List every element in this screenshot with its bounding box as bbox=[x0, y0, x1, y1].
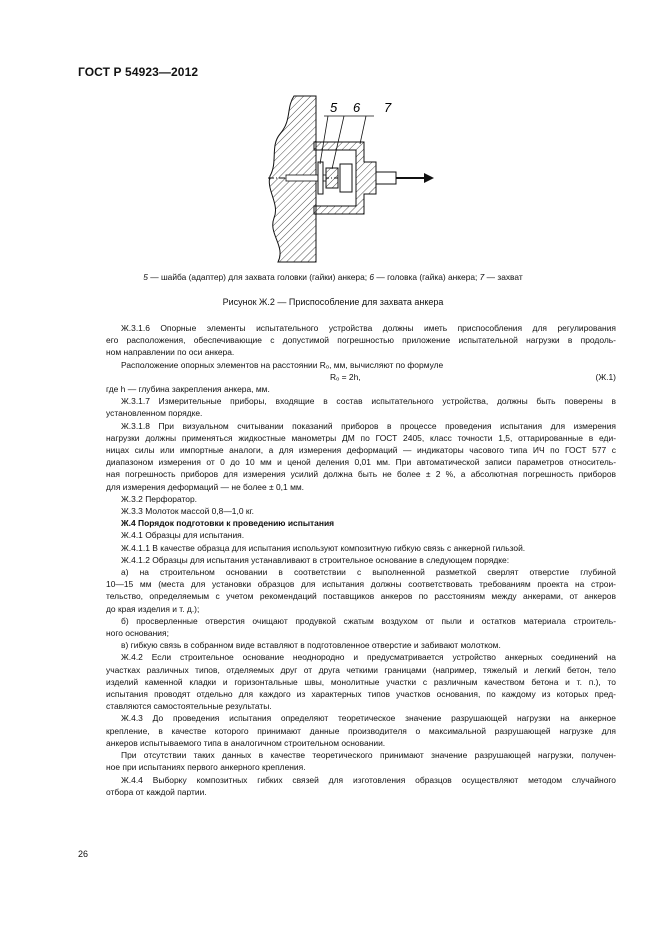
text-line: Ж.3.1.7 Измерительные приборы, входящие в состав испытательного устройства, должны быть поверены в bbox=[121, 396, 616, 407]
text-line: Ж.3.1.6 Опорные элементы испытательного устройства должны иметь приспособления для регулирования bbox=[121, 323, 616, 333]
text-line: Ж.4.3 До проведения испытания определяют теоретическое значение разрушающей нагрузки на анкерное bbox=[121, 713, 616, 724]
text-line: ного основания; bbox=[106, 628, 169, 639]
text-line: Ж.4.4 Выборку композитных гибких связей для изготовления образцов осуществляют методом случайного bbox=[121, 774, 616, 785]
anchor-grip-figure bbox=[256, 94, 446, 264]
callout-5: 5 bbox=[330, 100, 338, 115]
legend-text-5: — шайба (адаптер) для захвата головки (гайки) анкера; bbox=[147, 272, 370, 282]
text-line: нагрузки должны применяться жидкостные манометры ДМ по ГОСТ 2405, класс точности 1,5, оттарированные в еди- bbox=[106, 432, 616, 443]
formula-number: (Ж.1) bbox=[595, 371, 616, 382]
text-line: установленном порядке. bbox=[106, 408, 203, 419]
text-line: анкеров испытываемого типа в аналогичном строительном основании. bbox=[106, 737, 386, 748]
formula-zh1 bbox=[106, 371, 616, 383]
text-line: участках различных типов, отделяемых друг от друга четкими границами (например, тяжелый и легкий бетон, тело bbox=[106, 664, 616, 675]
paragraph-zh3-2: Ж.3.2 Перфоратор. bbox=[121, 493, 197, 504]
paragraph-zh4-2 bbox=[106, 651, 616, 712]
washer bbox=[318, 162, 323, 194]
callout-6: 6 bbox=[353, 100, 361, 115]
text-line: ницах силы или импортные аналоги, а для измерения деформаций — индикаторы часового типа ИЧ по ГОСТ 577 с bbox=[106, 445, 616, 456]
text-line: его расположения, обеспечивающие с допустимой погрешностью приложение испытательной нагрузки в продоль- bbox=[106, 335, 616, 346]
text-line: ном направлении по оси анкера. bbox=[106, 347, 235, 358]
legend-num-6: 6 bbox=[369, 272, 375, 282]
text-line: диапазоном измерения от 0 до 10 мм и ценой деления 0,01 мм. При автоматической записи параметров относитель- bbox=[106, 457, 616, 468]
text-line: б) просверленные отверстия очищают продувкой сжатым воздухом от пыли и остатков материала строитель- bbox=[121, 615, 616, 626]
figure-legend bbox=[78, 272, 588, 282]
legend-num-7: 7 bbox=[479, 272, 485, 282]
text-line: тельство, определяемым с учетом рекомендаций поставщиков анкеров по расстояниям между анкерами, от анкеров bbox=[106, 591, 616, 602]
text-line: изделий каменной кладки и горизонтальные швы, монолитные участки с различным качеством бетона и т. п.), то bbox=[106, 676, 616, 687]
paragraph-no-data bbox=[106, 749, 616, 773]
paragraph-zh4-1-2: Ж.4.1.2 Образцы для испытания устанавливают в строительное основание в следующем порядке: bbox=[121, 554, 510, 565]
list-item-v: в) гибкую связь в собранном виде вставляют в подготовленное отверстие и забивают молотком. bbox=[121, 640, 501, 651]
paragraph-zh3-1-8 bbox=[106, 420, 616, 493]
formula-where: где h — глубина закрепления анкера, мм. bbox=[106, 384, 270, 394]
pull-arrow bbox=[424, 173, 434, 183]
paragraph-zh4-3 bbox=[106, 712, 616, 749]
paragraph-zh3-1-7 bbox=[106, 395, 616, 419]
paragraph-zh3-3: Ж.3.3 Молоток массой 0,8—1,0 кг. bbox=[121, 506, 254, 517]
text-line: ная погрешность приборов для измерения усилий должна быть не более ± 2 %, а абсолютная погрешность приборов bbox=[106, 469, 616, 480]
text-line: испытания проводят отдельно для каждого из характерных типов участков основания, по каждому из которых пред- bbox=[106, 689, 616, 700]
list-item-b bbox=[106, 615, 616, 639]
text-line: Ж.4.2 Если строительное основание неоднородно и предусматривается устройство анкерных соединений на bbox=[121, 652, 616, 663]
paragraph-zh4-1-1: Ж.4.1.1 В качестве образца для испытания используют композитную гибкую связь с анкерной гильзой. bbox=[121, 542, 526, 553]
legend-text-6: — головка (гайка) анкера; bbox=[374, 272, 480, 282]
text-line: 10—15 мм (места для установки образцов для испытания должны соответствовать требованиям проекта на строи- bbox=[106, 579, 616, 590]
text-line: ставляются самостоятельные результаты. bbox=[106, 701, 272, 712]
text-line: для измерения деформаций — не более ± 0,1 мм. bbox=[106, 481, 305, 492]
document-body bbox=[106, 322, 616, 798]
page-number: 26 bbox=[78, 849, 89, 859]
list-item-a bbox=[106, 566, 616, 615]
paragraph-zh4-1: Ж.4.1 Образцы для испытания. bbox=[121, 530, 245, 541]
text-line: крепление, в качестве которого принимают данные производителя о максимальной разрушающей нагрузке для bbox=[106, 725, 616, 736]
text-line: При отсутствии таких данных в качестве теоретического принимают значение разрушающей нагрузки, получен- bbox=[121, 750, 616, 761]
paragraph-zh3-1-6 bbox=[106, 322, 616, 359]
paragraph-zh4-4 bbox=[106, 774, 616, 798]
formula-text: Rₒ = 2h, bbox=[330, 371, 361, 382]
text-line: ное при испытаниях первого анкерного крепления. bbox=[106, 762, 306, 773]
paragraph-distance: Расположение опорных элементов на расстоянии Rₒ, мм, вычисляют по формуле bbox=[121, 359, 444, 370]
section-heading-zh4: Ж.4 Порядок подготовки к проведению испытания bbox=[121, 518, 335, 529]
legend-num-5: 5 bbox=[143, 272, 148, 282]
text-line: до края изделия и т. д.); bbox=[106, 603, 200, 614]
legend-text-7: — захват bbox=[484, 272, 523, 282]
document-header: ГОСТ Р 54923—2012 bbox=[78, 65, 199, 79]
text-line: отбора от каждой партии. bbox=[106, 786, 207, 797]
text-line: а) на строительном основании в соответствии с выполненной разметкой сверлят отверстие глубиной bbox=[121, 567, 616, 578]
text-line: Ж.3.1.8 При визуальном считывании показаний приборов в процессе проведения испытания для измерения bbox=[121, 420, 616, 431]
callout-7: 7 bbox=[384, 100, 392, 115]
figure-title: Рисунок Ж.2 — Приспособление для захвата анкера bbox=[222, 297, 444, 307]
anchor-nut bbox=[326, 168, 338, 188]
